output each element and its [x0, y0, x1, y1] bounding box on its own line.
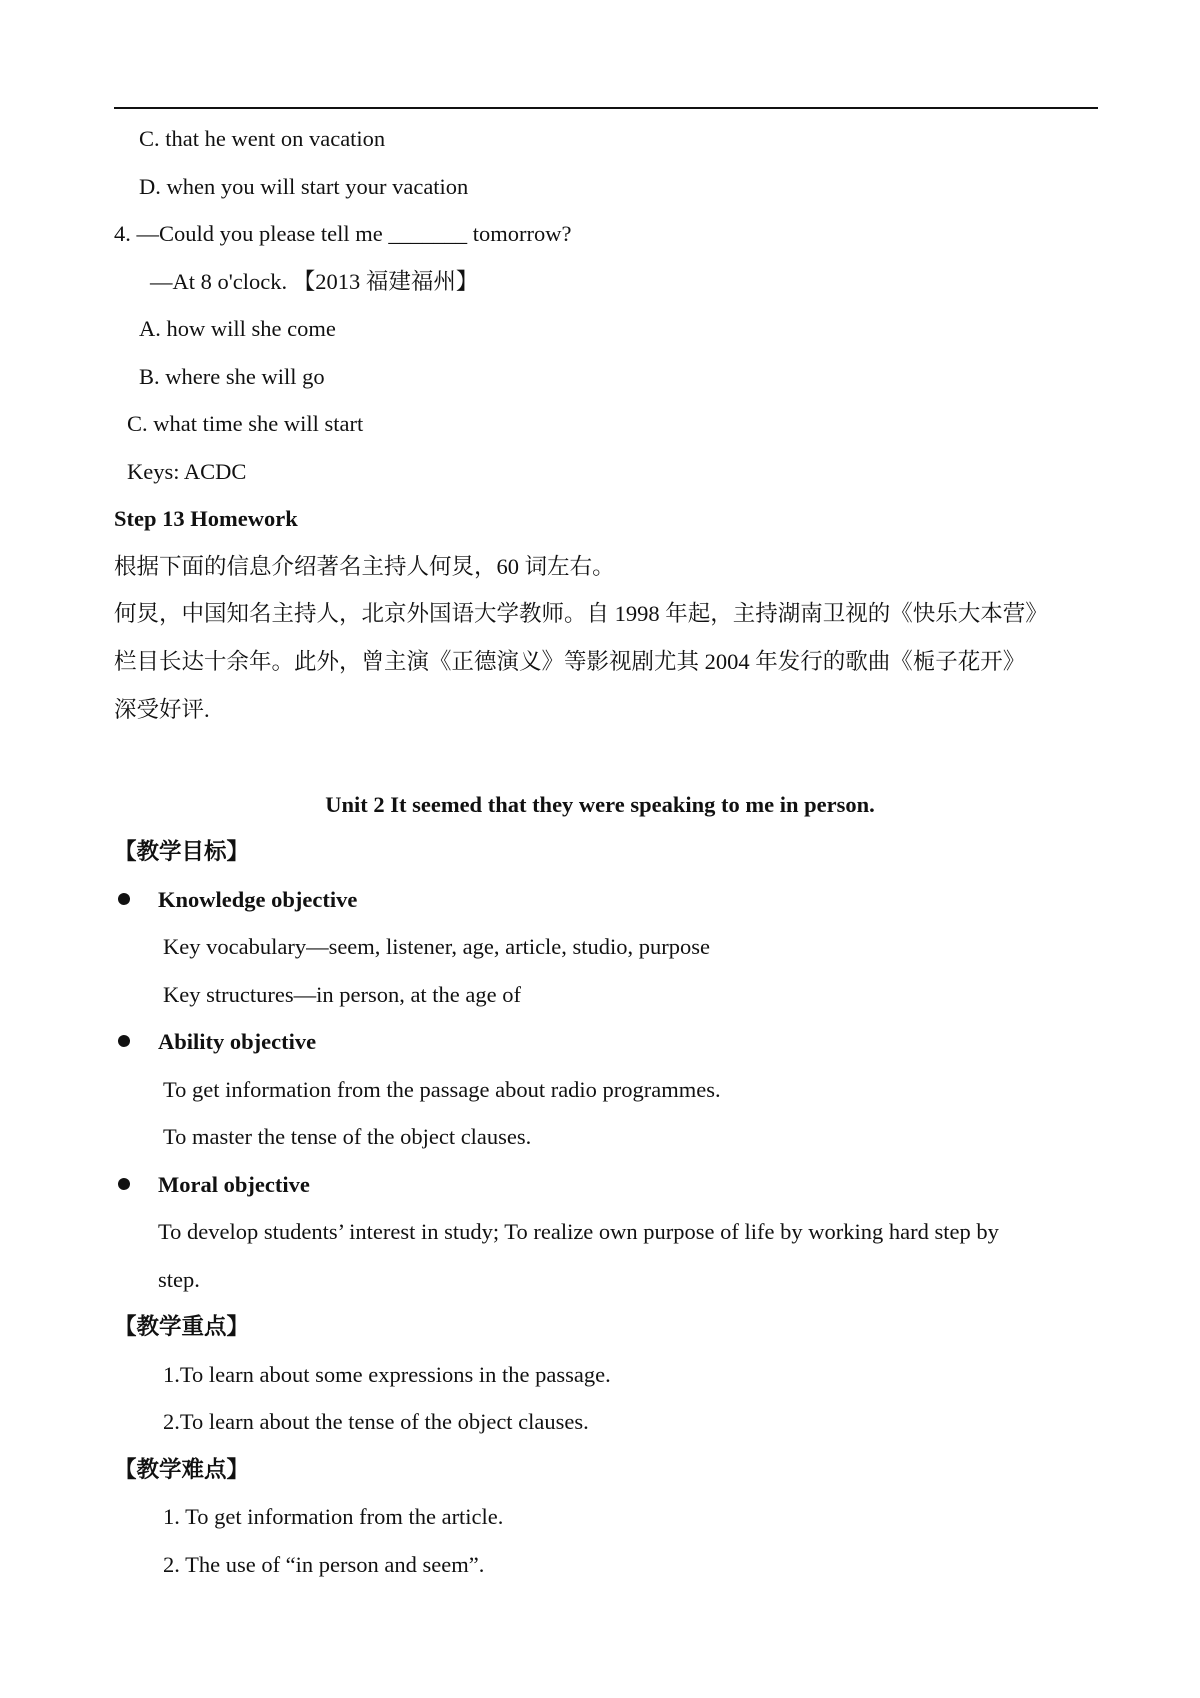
- bullet-icon: [118, 1035, 130, 1047]
- q4-option-b: B. where she will go: [139, 364, 325, 389]
- ability-objective-title: Ability objective: [158, 1029, 317, 1054]
- q4-option-c: C. what time she will start: [127, 411, 364, 436]
- ability-objective-line-1: To get information from the passage about radio programmes.: [163, 1077, 721, 1102]
- bullet-icon: [118, 1178, 130, 1190]
- knowledge-objective-line-1: Key vocabulary—seem, listener, age, article, studio, purpose: [163, 934, 711, 959]
- knowledge-objective-line-2: Key structures—in person, at the age of: [163, 982, 522, 1007]
- q4-option-a: A. how will she come: [139, 316, 336, 341]
- objectives-heading: 【教学目标】: [114, 839, 250, 864]
- homework-instruction: 根据下面的信息介绍著名主持人何炅，60 词左右。: [114, 554, 615, 579]
- difficult-point-2: 2. The use of “in person and seem”.: [163, 1552, 485, 1577]
- key-points-heading: 【教学重点】: [114, 1314, 250, 1339]
- key-point-1: 1.To learn about some expressions in the passage.: [163, 1362, 611, 1387]
- q4-question: 4. —Could you please tell me _______ tomorrow?: [114, 221, 572, 246]
- q3-option-d: D. when you will start your vacation: [139, 174, 469, 199]
- q3-option-c: C. that he went on vacation: [139, 126, 386, 151]
- answer-keys: Keys: ACDC: [127, 459, 247, 484]
- key-point-2: 2.To learn about the tense of the object clauses.: [163, 1409, 589, 1434]
- homework-line-1: 何炅，中国知名主持人，北京外国语大学教师。自 1998 年起，主持湖南卫视的《快乐大本营》: [114, 601, 1048, 626]
- moral-objective-line-1: To develop students’ interest in study; To realize own purpose of life by working hard step by: [158, 1219, 999, 1244]
- bullet-icon: [118, 893, 130, 905]
- q4-answer-line: —At 8 o'clock. 【2013 福建福州】: [150, 269, 479, 294]
- homework-line-2: 栏目长达十余年。此外，曾主演《正德演义》等影视剧尤其 2004 年发行的歌曲《栀子花开》: [114, 649, 1026, 674]
- unit-title: Unit 2 It seemed that they were speaking to me in person.: [325, 792, 875, 817]
- moral-objective-title: Moral objective: [158, 1172, 310, 1197]
- knowledge-objective-title: Knowledge objective: [158, 887, 358, 912]
- difficult-point-1: 1. To get information from the article.: [163, 1504, 504, 1529]
- header-rule: [114, 107, 1098, 109]
- ability-objective-line-2: To master the tense of the object clauses.: [163, 1124, 532, 1149]
- homework-line-3: 深受好评.: [114, 697, 210, 722]
- homework-heading: Step 13 Homework: [114, 506, 298, 531]
- moral-objective-line-2: step.: [158, 1267, 200, 1292]
- difficult-points-heading: 【教学难点】: [114, 1457, 250, 1482]
